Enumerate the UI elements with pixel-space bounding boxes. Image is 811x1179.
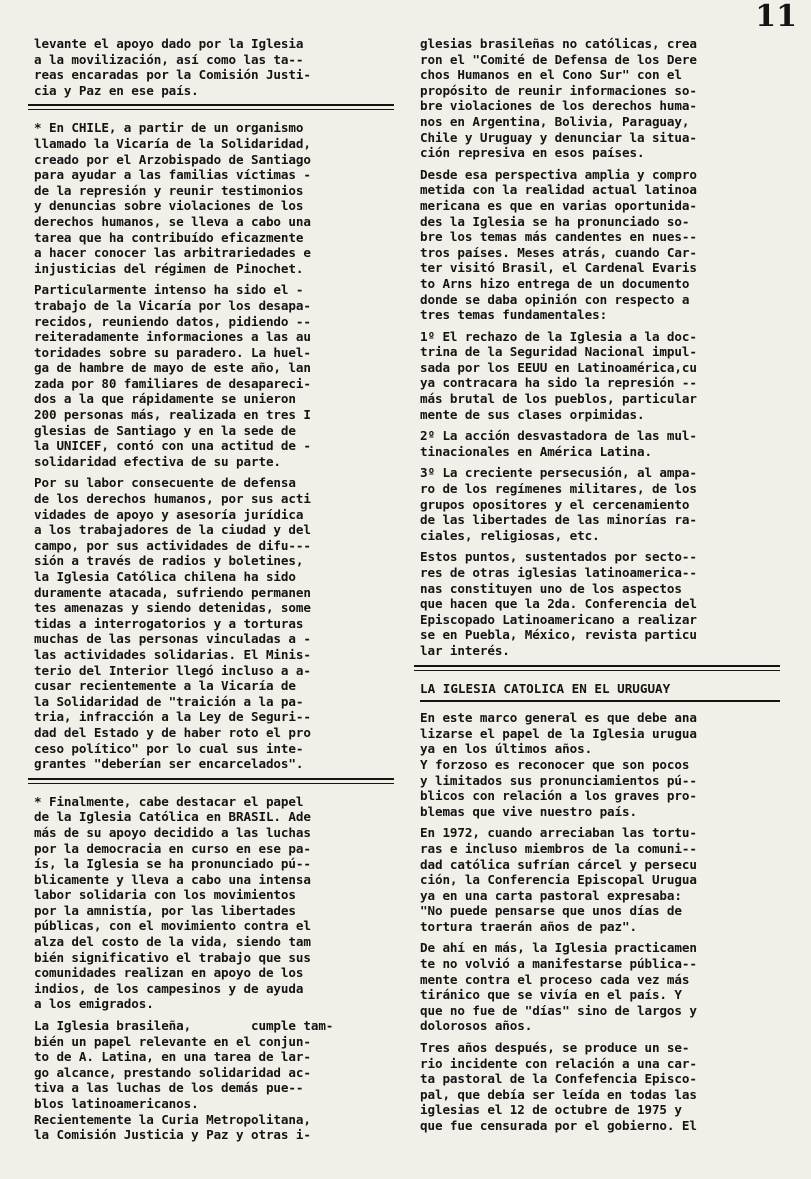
page-number: 11	[755, 0, 797, 34]
section-divider	[414, 665, 780, 671]
point-3-paragraph: 3º La creciente persecusión, al ampa- ro de los regímenes militares, de los grupos opositores y el cercenamiento de las libertades de las minorías ra- ciales, religiosas, etc.	[420, 465, 697, 543]
uruguay-paragraph-1975: Tres años después, se produce un se- rio incidente con relación a una car- ta pastoral de la Confefencia Episco- pal, que debía ser leída en todas las iglesias el 12 de octubre de 1975 y que fue censurada por el gobierno. El	[420, 1040, 697, 1133]
point-1-paragraph: 1º El rechazo de la Iglesia a la doc- trina de la Seguridad Nacional impul- sada por los EEUU en Latinoamérica,cu ya contracara ha sido la represión -- más brutal de los pueblos, particular mente de sus clases orpimidas.	[420, 328, 697, 422]
uruguay-paragraph-1972: En 1972, cuando arreciaban las tortu- ras e incluso miembros de la comuni-- dad católica sufrían cárcel y persecu ción, la Conferencia Episcopal Urugua ya en una carta pastoral expresaba: "No puede pensarse que unos días de tortura traerán años de paz".	[420, 825, 697, 934]
section-divider	[28, 104, 394, 110]
left-column	[34, 36, 392, 1149]
point-2-paragraph: 2º La acción desvastadora de las mul- tinacionales en América Latina.	[420, 428, 697, 459]
puebla-paragraph: Estos puntos, sustentados por secto-- res de otras iglesias latinoamerica-- nas constituyen uno de los aspectos que hacen que la 2da. Conferencia del Episcopado Latinoamericano a realizar se en Puebla, México, revista particu lar interés.	[420, 549, 697, 658]
brasil-paragraph: * Finalmente, cabe destacar el papel de la Iglesia Católica en BRASIL. Ade más de su apoyo decidido a las luchas por la democracia en curso en ese pa- ís, la Iglesia se ha pronunciado pú-- blicamente y lleva a cabo una intensa labor solidaria con los movimientos por la amnistía, por las libertades públicas, con el movimiento contra el alza del costo de la vida, siendo tam bién significativo el trabajo que sus comunidades realizan en apoyo de los indios, de los campesinos y de ayuda a los emigrados.	[34, 793, 311, 1012]
vicaria-paragraph: Particularmente intenso ha sido el - trabajo de la Vicaría por los desapa- recidos, reuniendo datos, pidiendo -- reiteradamente informaciones a las au toridades sobre su paradero. La huel- ga de hambre de mayo de este año, lan zada por 80 familiares de desapareci- dos a la que rápidamente se unieron 200 personas más, realizada en tres I glesias de Santiago y en la sede de la UNICEF, contó con una actitud de - solidaridad efectiva de su parte.	[34, 282, 311, 469]
chile-church-paragraph: Por su labor consecuente de defensa de los derechos humanos, por sus acti vidades de apoyo y asesoría jurídica a los trabajadores de la ciudad y del campo, por sus actividades de difu--- sión a través de radios y boletines, la Iglesia Católica chilena ha sido duramente atacada, sufriendo permanen tes amenazas y siendo detenidas, some tidas a interrogatorios y a torturas muchas de las personas vinculadas a - las actividades solidarias. El Minis- terio del Interior llegó incluso a a- cusar recientemente a la Vicaría de la Solidaridad de "traición a la pa- tria, infracción a la Ley de Seguri-- dad del Estado y de haber roto el pro ceso político" por lo cual sus inte- grantes "deberían ser encarcelados".	[34, 475, 311, 772]
heading-underline	[420, 700, 780, 702]
right-paragraph-1: glesias brasileñas no católicas, crea ron el "Comité de Defensa de los Dere chos Humanos en el Cono Sur" con el propósito de reunir informaciones so- bre violaciones de los derechos huma- nos en Argentina, Bolivia, Paraguay, Chile y Uruguay y denunciar la situa- ción represiva en esos países.	[420, 36, 697, 161]
perspective-paragraph: Desde esa perspectiva amplia y compro metida con la realidad actual latinoa mericana es que en varias oportunida- des la Iglesia se ha pronunciado so- bre los temas más candentes en nues-- tros países. Meses atrás, cuando Car- ter visitó Brasil, el Cardenal Evaris to Arns hizo entrega de un documento donde se daba opinión con respecto a tres temas fundamentales:	[420, 166, 697, 323]
section-divider	[28, 778, 394, 784]
uruguay-paragraph-1: En este marco general es que debe ana lizarse el papel de la Iglesia urugua ya en los últimos años. Y forzoso es reconocer que son pocos y limitados sus pronunciamientos pú-- blicos con relación a los graves pro- blemas que vive nuestro país.	[420, 710, 697, 819]
left-paragraph-1: levante el apoyo dado por la Iglesia a la movilización, así como las ta-- reas encaradas por la Comisión Justi- cia y Paz en ese país.	[34, 36, 311, 98]
right-column	[420, 36, 778, 1140]
chile-paragraph: * En CHILE, a partir de un organismo llamado la Vicaría de la Solidaridad, creado por el Arzobispado de Santiago para ayudar a las familias víctimas - de la represión y reunir testimonios y denuncias sobre violaciones de los derechos humanos, se lleva a cabo una tarea que ha contribuído eficazmente a hacer conocer las arbitrariedades e injusticias del régimen de Pinochet.	[34, 120, 311, 276]
brasil-church-paragraph: La Iglesia brasileña, cumple tam- bién un papel relevante en el conjun- to de A. Latina, en una tarea de lar- go alcance, prestando solidaridad ac- tiva a las luchas de los demás pue-- blos latinoamericanos. Recientemente la Curia Metropolitana, la Comisión Justicia y Paz y otras i-	[34, 1018, 334, 1143]
section-heading-uruguay: LA IGLESIA CATOLICA EN EL URUGUAY	[420, 680, 671, 696]
uruguay-paragraph-silence: De ahí en más, la Iglesia practicamen te no volvió a manifestarse pública-- mente contra el proceso cada vez más tiránico que se vivía en el país. Y que no fue de "días" sino de largos y dolorosos años.	[420, 940, 697, 1034]
